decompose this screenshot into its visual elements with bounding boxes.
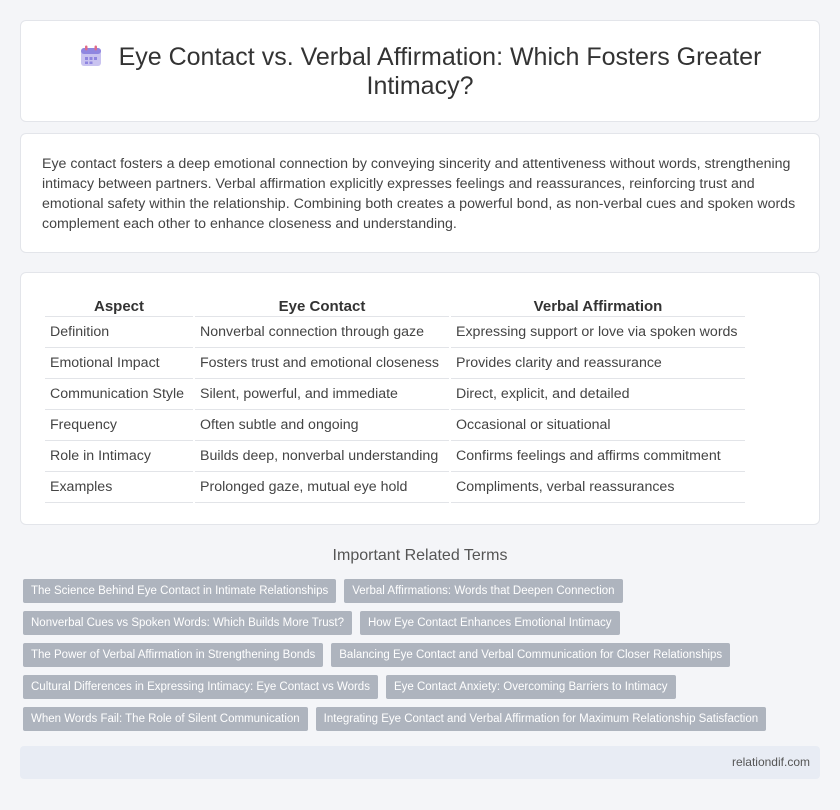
table-cell: Frequency bbox=[45, 410, 193, 441]
table-cell: Communication Style bbox=[45, 379, 193, 410]
table-cell: Fosters trust and emotional closeness bbox=[195, 348, 449, 379]
calendar-icon bbox=[79, 44, 103, 68]
table-row bbox=[45, 348, 745, 379]
related-term-link[interactable]: The Science Behind Eye Contact in Intimate Relationships bbox=[23, 579, 336, 603]
table-cell: Prolonged gaze, mutual eye hold bbox=[195, 472, 449, 503]
table-header-row bbox=[45, 296, 745, 317]
table-cell: Role in Intimacy bbox=[45, 441, 193, 472]
page-title bbox=[61, 43, 779, 101]
related-term-link[interactable]: Cultural Differences in Expressing Intimacy: Eye Contact vs Words bbox=[23, 675, 378, 699]
table-cell: Expressing support or love via spoken words bbox=[451, 317, 745, 348]
table-row bbox=[45, 317, 745, 348]
tag-row bbox=[23, 643, 803, 667]
tag-row bbox=[23, 579, 803, 603]
related-term-link[interactable]: Eye Contact Anxiety: Overcoming Barriers to Intimacy bbox=[386, 675, 676, 699]
table-cell: Often subtle and ongoing bbox=[195, 410, 449, 441]
page-title-text: Eye Contact vs. Verbal Affirmation: Which Fosters Greater Intimacy? bbox=[118, 43, 762, 100]
column-header-aspect: Aspect bbox=[45, 296, 193, 317]
summary-text: Eye contact fosters a deep emotional connection by conveying sincerity and attentiveness without words, strengthening intimacy between partners. Verbal affirmation explicitly expresses feelings and reassurances, reinforcing trust and emotional safety within the relationship. Combining both creates a powerful bond, as non-verbal cues and spoken words complement each other to enhance closeness and understanding. bbox=[42, 156, 796, 232]
table-cell: Provides clarity and reassurance bbox=[451, 348, 745, 379]
column-header-verbal-affirmation: Verbal Affirmation bbox=[451, 296, 745, 317]
tag-row bbox=[23, 611, 803, 635]
related-term-link[interactable]: When Words Fail: The Role of Silent Communication bbox=[23, 707, 308, 731]
table-cell: Emotional Impact bbox=[45, 348, 193, 379]
table-row bbox=[45, 472, 745, 503]
table-cell: Builds deep, nonverbal understanding bbox=[195, 441, 449, 472]
related-terms-list bbox=[23, 579, 803, 739]
comparison-table bbox=[43, 296, 747, 503]
comparison-table-card bbox=[20, 272, 820, 525]
column-header-eye-contact: Eye Contact bbox=[195, 296, 449, 317]
table-cell: Occasional or situational bbox=[451, 410, 745, 441]
table-row bbox=[45, 379, 745, 410]
table-cell: Nonverbal connection through gaze bbox=[195, 317, 449, 348]
table-cell: Definition bbox=[45, 317, 193, 348]
table-row bbox=[45, 410, 745, 441]
related-term-link[interactable]: Balancing Eye Contact and Verbal Communication for Closer Relationships bbox=[331, 643, 730, 667]
table-cell: Examples bbox=[45, 472, 193, 503]
tag-row bbox=[23, 707, 803, 731]
title-wrap bbox=[21, 43, 819, 101]
tag-row bbox=[23, 675, 803, 699]
related-terms-heading: Important Related Terms bbox=[332, 547, 508, 564]
table-row bbox=[45, 441, 745, 472]
table-cell: Silent, powerful, and immediate bbox=[195, 379, 449, 410]
table-cell: Compliments, verbal reassurances bbox=[451, 472, 745, 503]
related-term-link[interactable]: Integrating Eye Contact and Verbal Affirmation for Maximum Relationship Satisfaction bbox=[316, 707, 766, 731]
header-card bbox=[20, 20, 820, 122]
summary-card bbox=[20, 133, 820, 253]
table-cell: Direct, explicit, and detailed bbox=[451, 379, 745, 410]
table-cell: Confirms feelings and affirms commitment bbox=[451, 441, 745, 472]
related-term-link[interactable]: How Eye Contact Enhances Emotional Intimacy bbox=[360, 611, 620, 635]
related-term-link[interactable]: Verbal Affirmations: Words that Deepen Connection bbox=[344, 579, 622, 603]
footer bbox=[20, 746, 820, 779]
footer-site-link[interactable]: relationdif.com bbox=[731, 755, 810, 769]
related-term-link[interactable]: The Power of Verbal Affirmation in Strengthening Bonds bbox=[23, 643, 323, 667]
related-term-link[interactable]: Nonverbal Cues vs Spoken Words: Which Builds More Trust? bbox=[23, 611, 352, 635]
